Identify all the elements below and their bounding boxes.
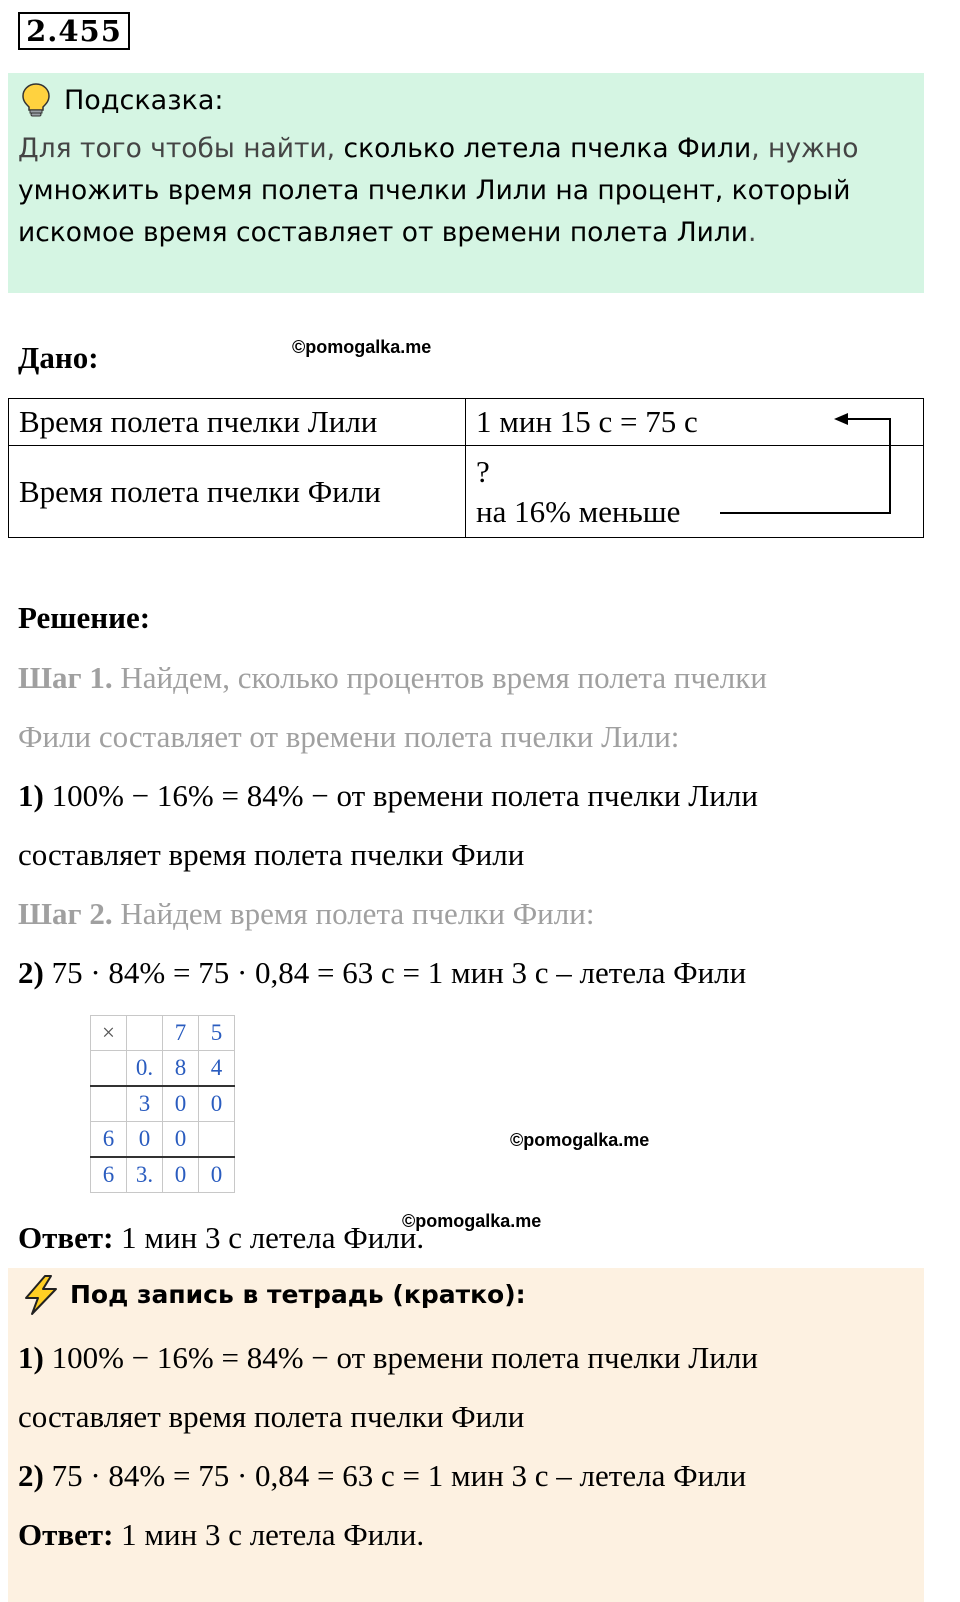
- calc-cell: [91, 1051, 127, 1087]
- hint-title: Подсказка:: [64, 85, 224, 116]
- calc-cell: 0: [163, 1086, 199, 1122]
- hint-text: Для того чтобы найти, сколько летела пчелка Фили, нужно умножить время полета пчелки Лили на процент, который искомое время составляет от времени полета Лили.: [18, 133, 859, 248]
- calc-cell: 3.: [127, 1157, 163, 1193]
- given-value: на 16% меньше: [476, 493, 681, 529]
- calc-row: [91, 1051, 235, 1087]
- calc-cell: 0: [163, 1122, 199, 1158]
- calc-cell: 7: [163, 1016, 199, 1051]
- calc-cell: 4: [199, 1051, 235, 1087]
- calc-cell: 5: [199, 1016, 235, 1051]
- watermark: ©pomogalka.me: [510, 1130, 650, 1150]
- calc-cell: 0: [199, 1086, 235, 1122]
- calc-row: [91, 1016, 235, 1051]
- calc-cell: 0: [163, 1157, 199, 1193]
- calc-cell: 6: [91, 1157, 127, 1193]
- calc-cell: [91, 1086, 127, 1122]
- calc-cell: 8: [163, 1051, 199, 1087]
- calc-cell: [127, 1016, 163, 1051]
- calc-row: [91, 1086, 235, 1122]
- notebook-title: Под запись в тетрадь (кратко):: [70, 1280, 526, 1309]
- notebook-equation-1: 1) 100% − 16% = 84% − от времени полета пчелки Лили: [18, 1340, 758, 1375]
- step-2-line: Шаг 2. Найдем время полета пчелки Фили:: [18, 896, 595, 931]
- equation-1: 1) 100% − 16% = 84% − от времени полета пчелки Лили: [18, 778, 758, 813]
- step-1-line: Шаг 1. Найдем, сколько процентов время полета пчелки: [18, 660, 767, 695]
- answer: Ответ: 1 мин 3 с летела Фили.: [18, 1220, 425, 1255]
- calc-cell: 6: [91, 1122, 127, 1158]
- equation-1-cont: составляет время полета пчелки Фили: [18, 837, 525, 872]
- calc-cell: 0: [127, 1122, 163, 1158]
- calc-cell: 0.: [127, 1051, 163, 1087]
- lightbulb-icon: [20, 82, 52, 118]
- watermark: ©pomogalka.me: [292, 337, 432, 357]
- calc-cell: [199, 1122, 235, 1158]
- notebook-equation-1-cont: составляет время полета пчелки Фили: [18, 1399, 525, 1434]
- relation-arrow-icon: [700, 405, 900, 520]
- times-sign: ×: [91, 1016, 127, 1051]
- calc-cell: 3: [127, 1086, 163, 1122]
- given-label: Время полета пчелки Фили: [9, 446, 466, 538]
- notebook-answer: Ответ: 1 мин 3 с летела Фили.: [18, 1517, 425, 1552]
- calc-cell: 0: [199, 1157, 235, 1193]
- given-heading: Дано:: [18, 340, 99, 375]
- watermark: ©pomogalka.me: [402, 1211, 542, 1231]
- calc-row: [91, 1122, 235, 1158]
- given-unknown: ?: [476, 453, 490, 489]
- solution-heading: Решение:: [18, 600, 151, 635]
- calc-row: [91, 1157, 235, 1193]
- given-label: Время полета пчелки Лили: [9, 399, 466, 446]
- column-multiplication: [90, 1015, 235, 1193]
- equation-2: 2) 75 · 84% = 75 · 0,84 = 63 с = 1 мин 3 с – летела Фили: [18, 955, 747, 990]
- step-1-line-cont: Фили составляет от времени полета пчелки Лили:: [18, 719, 680, 754]
- problem-number: 2.455: [18, 12, 130, 50]
- lightning-icon: [20, 1274, 62, 1316]
- notebook-equation-2: 2) 75 · 84% = 75 · 0,84 = 63 с = 1 мин 3 с – летела Фили: [18, 1458, 747, 1493]
- given-value: 1 мин 15 с = 75 с: [466, 399, 924, 446]
